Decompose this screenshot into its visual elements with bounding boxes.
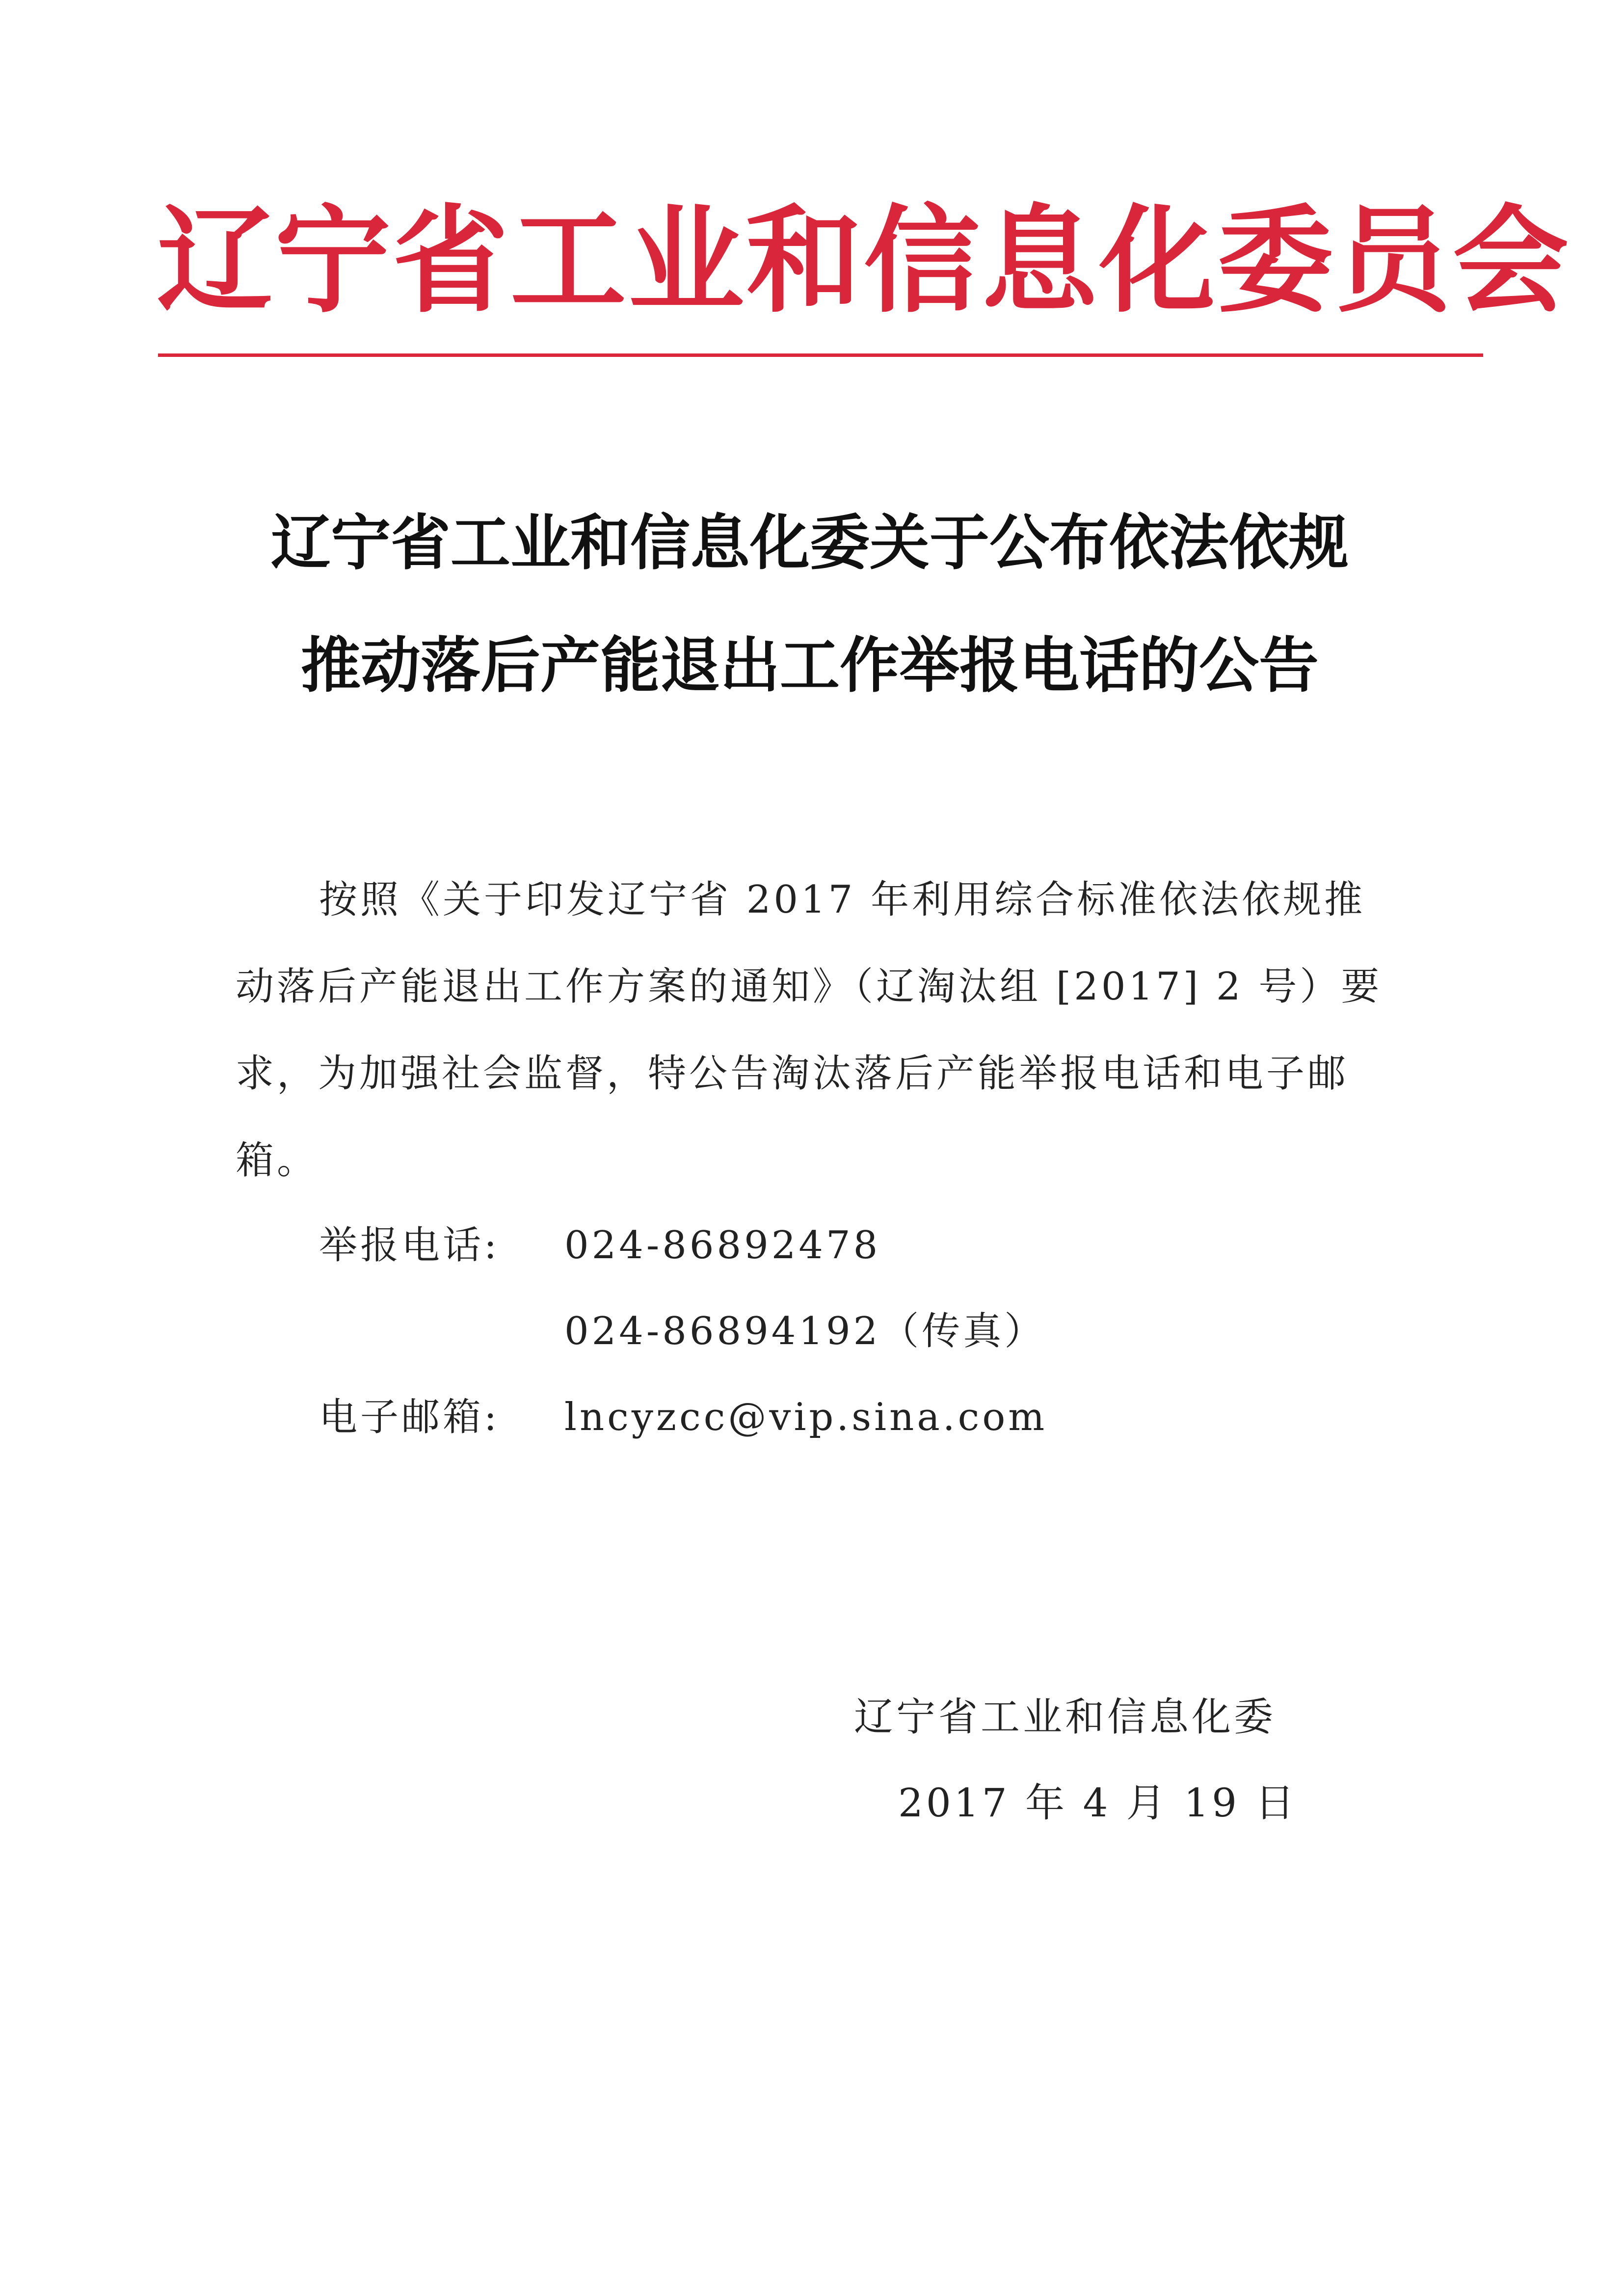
signature-block [785, 1674, 1374, 1846]
fax-number: 024-86894192（传真） [564, 1309, 1046, 1353]
email-label: 电子邮箱: [319, 1395, 500, 1439]
signature-org: 辽宁省工业和信息化委 [854, 1694, 1276, 1740]
contact-fax-row [319, 1289, 1399, 1375]
document-title-line-1: 辽宁省工业和信息化委关于公布依法依规 [271, 507, 1349, 578]
contact-phone-row [319, 1203, 1399, 1289]
email-address: lncyzcc@vip.sina.com [564, 1395, 1048, 1439]
document-title [147, 481, 1472, 727]
masthead-org-name: 辽宁省工业和信息化委员会 [157, 192, 1571, 328]
contact-block [319, 1203, 1399, 1460]
body-text [236, 857, 1384, 1204]
contact-email-row [319, 1375, 1399, 1460]
phone-label: 举报电话: [319, 1223, 500, 1268]
document-title-line-2: 推动落后产能退出工作举报电话的公告 [301, 630, 1319, 701]
phone-number: 024-86892478 [564, 1223, 881, 1268]
signature-date: 2017 年 4 月 19 日 [898, 1780, 1298, 1826]
body-paragraph: 按照《关于印发辽宁省 2017 年利用综合标准依法依规推动落后产能退出工作方案的通知》（辽淘汰组 [2017] 2 号）要求，为加强社会监督，特公告淘汰落后产能举报电话和电子邮箱。 [236, 878, 1383, 1183]
masthead-red-rule [158, 353, 1483, 357]
